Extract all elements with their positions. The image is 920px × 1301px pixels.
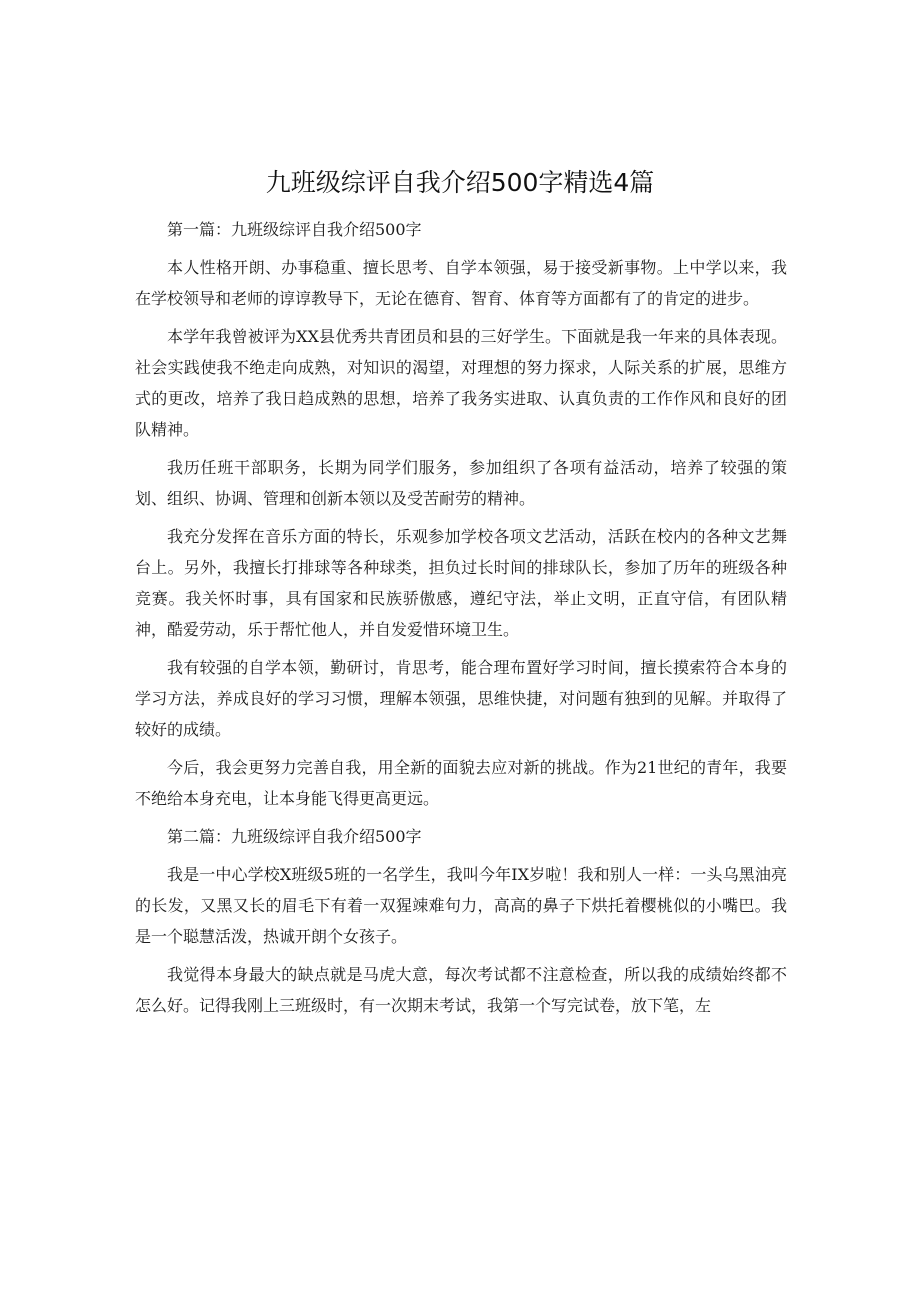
section-2-paragraph-2: 我觉得本身最大的缺点就是马虎大意，每次考试都不注意检查，所以我的成绩始终都不怎么好。记得我刚上三班级时，有一次期末考试，我第一个写完试卷，放下笔，左 xyxy=(135,965,787,1015)
document-title: 九班级综评自我介绍500字精选4篇 xyxy=(265,168,655,197)
section-1-paragraph-6: 今后，我会更努力完善自我，用全新的面貌去应对新的挑战。作为21世纪的青年，我要不绝给本身充电，让本身能飞得更高更远。 xyxy=(135,758,787,808)
section-1-paragraph-4: 我充分发挥在音乐方面的特长，乐观参加学校各项文艺活动，活跃在校内的各种文艺舞台上。另外，我擅长打排球等各种球类，担负过长时间的排球队长，参加了历年的班级各种竞赛。我关怀时事，具有国家和民族骄傲感，遵纪守法，举止文明，正直守信，有团队精神，酷爱劳动，乐于帮忙他人，并自发爱惜环境卫生。 xyxy=(135,527,787,639)
section-1-paragraph-5: 我有较强的自学本领，勤研讨，肯思考，能合理布置好学习时间，擅长摸索符合本身的学习方法，养成良好的学习习惯，理解本领强，思维快捷，对问题有独到的见解。并取得了较好的成绩。 xyxy=(135,658,787,739)
section-2-paragraph-1: 我是一中心学校X班级5班的一名学生，我叫今年IX岁啦！我和别人一样：一头乌黑油亮的长发，又黑又长的眉毛下有着一双猩竦难句力，高高的鼻子下烘托着樱桃似的小嘴巴。我是一个聪慧活泼，热诚开朗个女孩子。 xyxy=(135,865,787,946)
section-2-heading: 第二篇：九班级综评自我介绍500字 xyxy=(167,827,422,846)
section-1-heading: 第一篇：九班级综评自我介绍500字 xyxy=(167,220,422,239)
section-1-paragraph-3: 我历任班干部职务，长期为同学们服务，参加组织了各项有益活动，培养了较强的策划、组织、协调、管理和创新本领以及受苦耐劳的精神。 xyxy=(135,458,787,508)
section-1-paragraph-1: 本人性格开朗、办事稳重、擅长思考、自学本领强，易于接受新事物。上中学以来，我在学校领导和老师的谆谆教导下，无论在德育、智育、体育等方面都有了的肯定的进步。 xyxy=(135,258,787,308)
section-1-paragraph-2: 本学年我曾被评为XX县优秀共青团员和县的三好学生。下面就是我一年来的具体表现。社会实践使我不绝走向成熟，对知识的渴望，对理想的努力探求，人际关系的扩展，思维方式的更改，培养了我日趋成熟的思想，培养了我务实进取、认真负责的工作作风和良好的团队精神。 xyxy=(135,327,787,439)
document-body xyxy=(135,214,787,1028)
